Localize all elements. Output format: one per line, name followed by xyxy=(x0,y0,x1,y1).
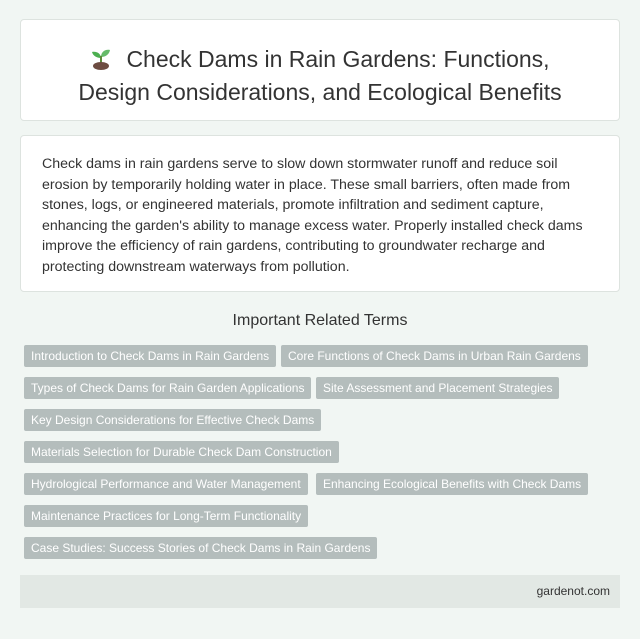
title-card xyxy=(20,19,620,121)
related-term-tag[interactable]: Maintenance Practices for Long-Term Functionality xyxy=(24,505,308,527)
page-title xyxy=(21,44,619,107)
related-terms-heading: Important Related Terms xyxy=(232,312,408,329)
related-term-tag[interactable]: Introduction to Check Dams in Rain Gardens xyxy=(24,345,276,367)
title-line-1: Check Dams in Rain Gardens: Functions, xyxy=(126,46,550,72)
related-term-tag[interactable]: Materials Selection for Durable Check Dam Construction xyxy=(24,441,339,463)
related-term-tag[interactable]: Site Assessment and Placement Strategies xyxy=(316,377,559,399)
sprout-icon xyxy=(90,46,112,77)
related-term-tag[interactable]: Enhancing Ecological Benefits with Check Dams xyxy=(316,473,588,495)
footer-bar xyxy=(20,575,620,608)
related-term-tag[interactable]: Key Design Considerations for Effective Check Dams xyxy=(24,409,321,431)
related-term-tag[interactable]: Case Studies: Success Stories of Check Dams in Rain Gardens xyxy=(24,537,377,559)
description-text: Check dams in rain gardens serve to slow down stormwater runoff and reduce soil erosion by temporarily holding water in place. These small barriers, often made from stones, logs, or engineered materials, promote infiltration and sediment capture, enhancing the garden's ability to manage excess water. Properly installed check dams improve the efficiency of rain gardens, contributing to groundwater recharge and protecting downstream waterways from pollution. xyxy=(42,156,583,275)
title-line-2: Design Considerations, and Ecological Benefits xyxy=(78,79,562,105)
related-term-tag[interactable]: Types of Check Dams for Rain Garden Applications xyxy=(24,377,311,399)
footer-site-link[interactable]: gardenot.com xyxy=(536,584,610,598)
related-term-tag[interactable]: Hydrological Performance and Water Management xyxy=(24,473,308,495)
description-card xyxy=(20,135,620,292)
related-term-tag[interactable]: Core Functions of Check Dams in Urban Rain Gardens xyxy=(281,345,588,367)
